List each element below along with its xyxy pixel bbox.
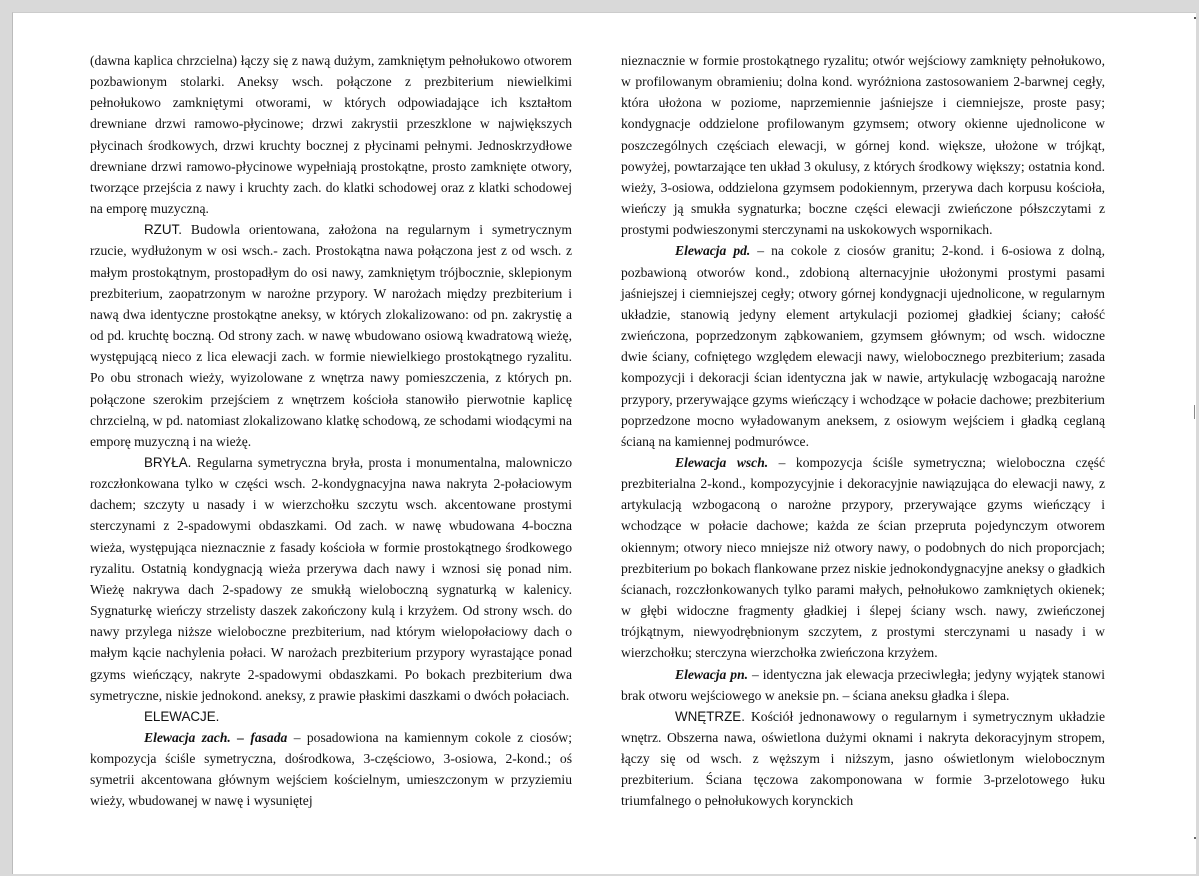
section-label-rzut: RZUT. xyxy=(144,222,182,238)
section-heading-elewacje xyxy=(90,706,572,727)
right-column xyxy=(621,50,1105,812)
zach-text: – posadowiona na kamiennym cokole z ciosów; kompozycja ściśle symetryczna, dośrodkowa, 3-częściowo, 3-osiowa, 2-kond.; oś symetrii akcentowana głównym wejściem kościelnym, umieszczonym w przyziemiu wieży, wbudowanej w nawę i wysuniętej xyxy=(90,730,572,809)
paragraph-portal: (dawna kaplica chrzcielna) łączy się z nawą dużym, zamkniętym pełnołukowo otworem pozbawionym stolarki. Aneksy wsch. połączone z prezbiterium niewielkimi pełnołukowo zamkniętymi otworami, w których odpowiadające ich kształtom drewniane drzwi ramowo-płycinowe; drzwi zakrystii przeszklone w największych płycinach środkowych, drzwi kruchty bocznej z płycinami pełnymi. Jednoskrzydłowe drewniane drzwi ramowo-płycinowe wypełniają prostokątne, prosto zamknięte otwory, tworzące przejścia z nawy i kruchty zach. do klatki schodowej oraz z klatki schodowej na emporę muzyczną. xyxy=(90,53,572,217)
paragraph-wnetrze xyxy=(621,706,1105,812)
paragraph-elewacja-pn xyxy=(621,664,1105,706)
paragraph-rzut xyxy=(90,219,572,452)
section-label-elewacje: ELEWACJE. xyxy=(144,708,220,724)
section-label-wnetrze: WNĘTRZE. xyxy=(675,708,745,724)
rzut-text: Budowla orientowana, założona na regularnym i symetrycznym rzucie, wydłużonym w osi wsch.- zach. Prostokątna nawa połączona jest z od wsch. z małym prostokątnym, prostopadłym do osi nawy, zamkniętym trójbocznie, sklepionym prezbiterium, zaopatrzonym w narożne przypory. W narożach między prezbiterium i nawą dwa identyczne prostokątne aneksy, w których zlokalizowano: od pn. zakrystię a od pd. kruchtę boczną. Od strony zach. w nawę wbudowano osiową kwadratową wieżę, występującą nieco z lica elewacji zach. w formie niewielkiego prostokątnego ryzalitu. Po obu stronach wieży, wyizolowane z wnętrza nawy pomieszczenia, z których pn. połączone szerokim przejściem z wnętrzem kościoła stanowiło pierwotnie kaplicę chrzcielną, w pd. natomiast zlokalizowano klatkę schodową, ze schodami wiodącymi na emporę muzyczną i na wieżę. xyxy=(90,222,572,449)
scan-speck xyxy=(1194,405,1195,419)
left-column xyxy=(90,50,572,812)
paragraph-elewacja-wsch xyxy=(621,452,1105,664)
scanned-page xyxy=(12,12,1196,874)
subsection-label-pn: Elewacja pn. xyxy=(675,666,749,682)
paragraph-elewacja-pd xyxy=(621,240,1105,452)
subsection-label-wsch: Elewacja wsch. xyxy=(675,454,769,470)
pn-text: – identyczna jak elewacja przeciwległa; jedyny wyjątek stanowi brak otworu wejściowego w aneksie pn. – ściana aneksu gładka i ślepa. xyxy=(621,666,1105,703)
subsection-label-zach: Elewacja zach. – fasada xyxy=(144,730,288,745)
pd-text: – na cokole z ciosów granitu; 2-kond. i 6-osiowa z dolną, pozbawioną otworów kond., zdobioną alternacyjnie ułożonymi prostymi pasami jaśniejszej i ciemniejszej cegły; otwory górnej kondygnacji ujednolicone, w regularnym układzie, stanowią jedyny element artykulacji poziomej gładkiej ściany; całość zwieńczona, poprzedzonym ząbkowaniem, gzymsem głównym; od wsch. widoczne dwie ściany, cofniętego względem elewacji nawy, wielobocznego prezbiterium; zasada kompozycji i dekoracji ścian identyczna jak w nawie, artykulację wzbogacają narożne przypory, przerywające gzyms wieńczący i wchodzące w połacie dachowe; prezbiterium poprzedzone mocno wyładowanym aneksem, z osiowym wejściem i gładką ceglaną ścianą na kamiennej podmurówce. xyxy=(621,243,1105,449)
wnetrze-text: Kościół jednonawowy o regularnym i symetrycznym układzie wnętrz. Obszerna nawa, oświetlona dużymi oknami i nakryta dekoracyjnym stropem, łączy się od wsch. z węższym i niższym, jasno oświetlonym wielobocznym prezbiterium. Ściana tęczowa zakomponowana w formie 3-przelotowego łuku triumfalnego o pełnołukowych korynckich xyxy=(621,708,1105,809)
subsection-label-pd: Elewacja pd. xyxy=(675,243,751,259)
paragraph-elewacja-zach xyxy=(90,727,572,812)
paragraph-fasada-cont: nieznacznie w formie prostokątnego ryzalitu; otwór wejściowy zamknięty pełnołukowo, w profilowanym obramieniu; dolna kond. wyróżniona zastosowaniem 2-barwnej cegły, która ułożona w poziome, naprzemiennie jaśniejsze i ciemniejsze, proste pasy; kondygnacje oddzielone profilowanym gzymsem; otwory okienne ujednolicone w poszczególnych częściach elewacji, w górnej kond. większe, ułożone w trójkąt, powyżej, powtarzające ten układ 3 okulusy, z których środkowy większy; ostatnia kond. wieży, 3-osiowa, oddzielona gzymsem podokiennym, przerywa dach korpusu kościoła, wieńczy ją smukła sygnaturka; boczne części elewacji zwieńczone półszczytami z prostymi podwieszonymi sterczynami na uskokowych wspornikach. xyxy=(621,53,1105,238)
bryla-text: Regularna symetryczna bryła, prosta i monumentalna, malowniczo rozczłonkowana tylko w części wsch. 2-kondygnacyjna nawa nakryta 2-połaciowym dachem; szczyty u nasady i w wierzchołku szczytu wsch. akcentowane prostymi sterczynami z 2-spadowymi obdaszkami. Od zach. w nawę wbudowana 4-boczna wieża, występująca nieznacznie z fasady kościoła w formie prostokątnego środkowego ryzalitu. Ostatnią kondygnacją wieża przerywa dach nawy i wznosi się ponad nim. Wieżę nakrywa dach 2-spadowy ze smukłą wieloboczną sygnaturką w kalenicy. Sygnaturkę wieńczy strzelisty daszek zakończony kulą i krzyżem. Od strony wsch. do nawy przylega niższe wieloboczne prezbiterium, nad którym wielopołaciowy dach o małym kącie nachylenia połaci. W narożach prezbiterium przypory wyrastające ponad gzyms wieńczący, nakryte 2-spadowymi obdaszkami. Po bokach prezbiterium dwa symetryczne, niskie jednokond. aneksy, z prawie płaskimi daszkami o dwóch połaciach. xyxy=(90,454,572,703)
paragraph-bryla xyxy=(90,452,572,706)
scan-speck xyxy=(1194,17,1196,19)
section-label-bryla: BRYŁA. xyxy=(144,454,192,470)
wsch-text: – kompozycja ściśle symetryczna; wieloboczna część prezbiterialna 2-kond., kompozycyjnie i dekoracyjnie nawiązująca do elewacji nawy, z artykulacją wzbogaconą o narożne przypory, przerywające gzyms wieńczący i wchodzące w połacie dachowe; każda ze ścian przepruta pojedynczym otworem okiennym; otwory nieco mniejsze niż otwory nawy, o podobnych do nich proporcjach; prezbiterium po bokach flankowane przez niskie jednokondygnacyjne aneksy o gładkich ścianach, rozczłonkowanych tylko parami małych, pełnołukowo zamkniętych okienek; w głębi widoczne fragmenty gładkiej i ślepej ściany wsch. nawy, zwieńczonej trójkątnym, niewyodrębnionym szczytem, z prostymi sterczynami u nasady i w wierzchołku; sterczyna wierzchołka zwieńczona krzyżem. xyxy=(621,454,1105,661)
scan-speck xyxy=(1194,837,1196,839)
